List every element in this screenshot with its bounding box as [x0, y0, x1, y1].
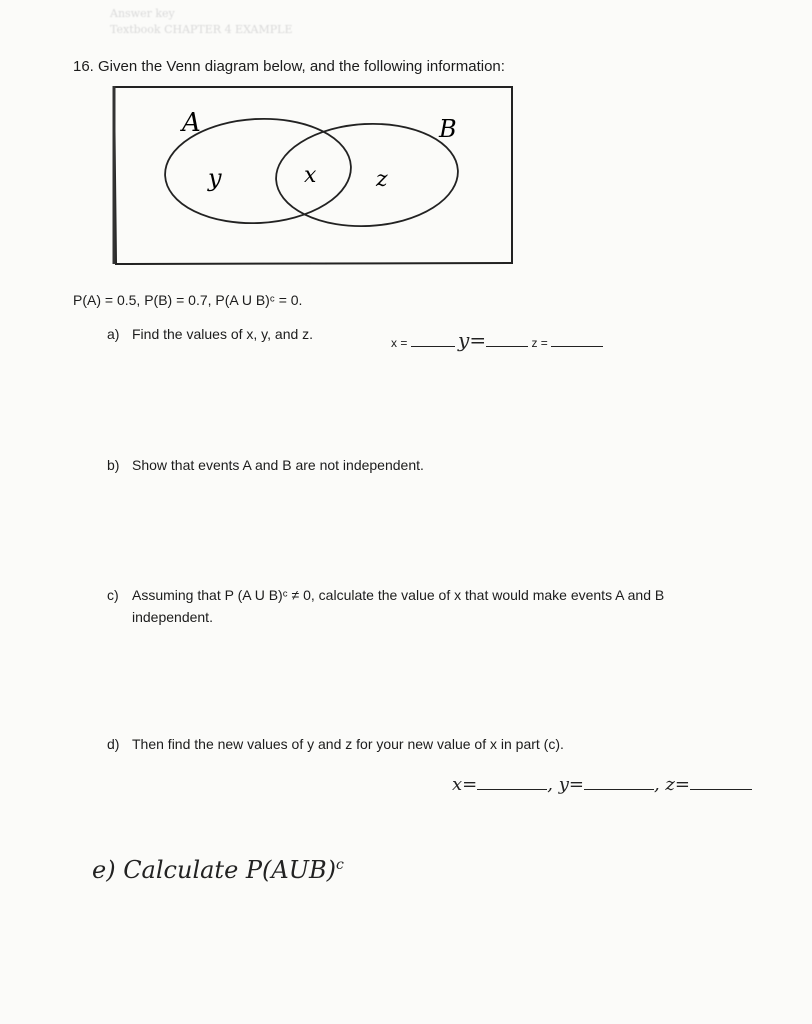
part-a-text: Find the values of x, y, and z.	[132, 326, 314, 342]
new-x-blank[interactable]	[477, 777, 547, 790]
y-answer-prefix: y=	[458, 328, 487, 352]
part-b	[107, 457, 424, 473]
region-x: x	[304, 163, 317, 188]
part-d-label: d)	[107, 736, 120, 752]
venn-diagram	[100, 78, 520, 270]
circle-b	[273, 119, 460, 230]
part-a-answers	[391, 328, 603, 352]
new-x-prefix: x=	[452, 774, 478, 795]
bleed-through-text: Answer key Textbook CHAPTER 4 EXAMPLE	[110, 7, 293, 36]
y-answer-blank[interactable]	[486, 334, 528, 347]
x-answer-blank[interactable]	[411, 334, 455, 347]
label-b: B	[439, 115, 457, 143]
new-z-prefix: z=	[665, 774, 690, 795]
part-b-label: b)	[107, 457, 120, 473]
part-e-superscript: c	[335, 857, 344, 873]
z-answer-blank[interactable]	[551, 334, 603, 347]
z-answer-prefix: z =	[531, 336, 548, 350]
part-e	[92, 856, 344, 884]
part-c-text-line1: Assuming that P (A U B)ᶜ ≠ 0, calculate the value of x that would make events A and B	[132, 587, 665, 603]
part-d-text: Then find the new values of y and z for your new value of x in part (c).	[132, 736, 564, 752]
region-z: z	[376, 167, 388, 192]
new-y-prefix: y=	[558, 774, 584, 795]
label-a: A	[182, 108, 201, 138]
part-a-label: a)	[107, 326, 120, 342]
new-z-blank[interactable]	[690, 777, 752, 790]
part-c	[107, 584, 664, 628]
part-e-text: e) Calculate P(AUB)	[92, 856, 336, 884]
part-d-answers: x= , y= , z=	[452, 774, 752, 795]
new-y-blank[interactable]	[584, 777, 654, 790]
region-y: y	[208, 164, 222, 192]
part-c-label: c)	[107, 587, 119, 603]
x-answer-prefix: x =	[391, 336, 408, 350]
part-d	[107, 736, 564, 752]
part-a	[107, 326, 313, 342]
part-c-text-line2: independent.	[132, 609, 213, 625]
part-b-text: Show that events A and B are not independent.	[132, 457, 424, 473]
given-probabilities: P(A) = 0.5, P(B) = 0.7, P(A U B)ᶜ = 0.	[73, 292, 303, 308]
question-title: 16. Given the Venn diagram below, and the following information:	[73, 58, 505, 75]
